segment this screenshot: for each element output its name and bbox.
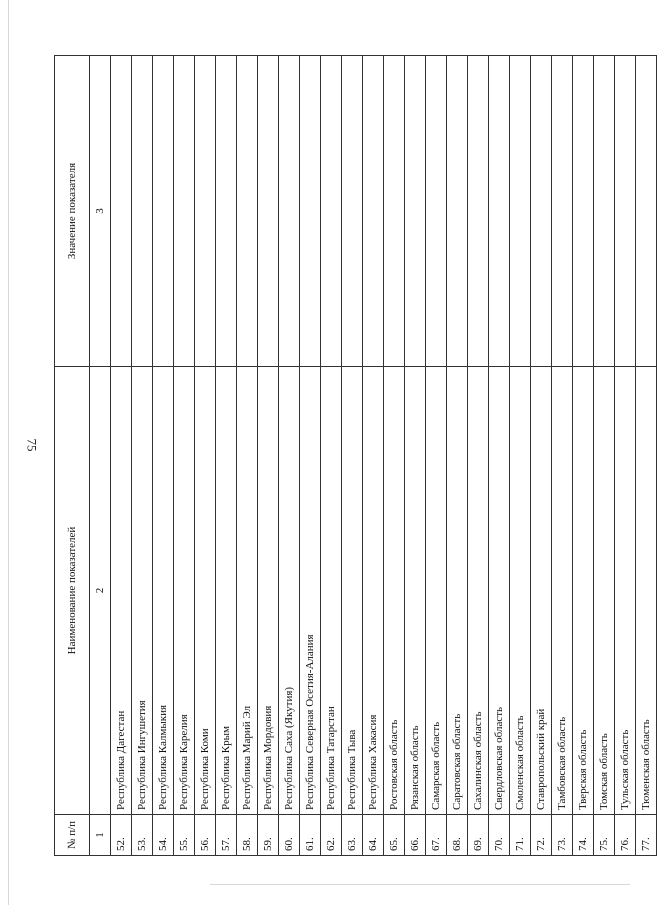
table-row <box>384 56 405 856</box>
table-row <box>363 56 384 856</box>
indicator-value <box>594 56 615 367</box>
region-name: Республика Карелия <box>174 367 195 815</box>
table-row <box>531 56 552 856</box>
region-name: Республика Мордовия <box>258 367 279 815</box>
row-number: 65. <box>384 815 405 856</box>
region-name: Республика Крым <box>216 367 237 815</box>
scan-edge-bottom <box>210 884 630 885</box>
table-header-row <box>55 56 90 856</box>
table-row <box>195 56 216 856</box>
indicator-value <box>216 56 237 367</box>
row-number: 60. <box>279 815 300 856</box>
table-row <box>573 56 594 856</box>
region-name: Тверская область <box>573 367 594 815</box>
region-name: Свердловская область <box>489 367 510 815</box>
indicator-value <box>447 56 468 367</box>
region-name: Тамбовская область <box>552 367 573 815</box>
table-row <box>468 56 489 856</box>
indicators-table <box>54 55 657 856</box>
region-name: Республика Коми <box>195 367 216 815</box>
region-name: Томская область <box>594 367 615 815</box>
indicator-value <box>489 56 510 367</box>
region-name: Республика Хакасия <box>363 367 384 815</box>
indicator-value <box>510 56 531 367</box>
table-row <box>510 56 531 856</box>
row-number: 56. <box>195 815 216 856</box>
row-number: 63. <box>342 815 363 856</box>
row-number: 58. <box>237 815 258 856</box>
row-number: 75. <box>594 815 615 856</box>
table-row <box>447 56 468 856</box>
region-name: Тюменская область <box>636 367 657 815</box>
region-name: Тульская область <box>615 367 636 815</box>
row-number: 73. <box>552 815 573 856</box>
indicator-value <box>300 56 321 367</box>
indicator-value <box>573 56 594 367</box>
table-row <box>279 56 300 856</box>
column-number-3: 3 <box>90 56 111 367</box>
indicator-value <box>258 56 279 367</box>
page-number: 75 <box>24 438 40 452</box>
table-row <box>132 56 153 856</box>
row-number: 66. <box>405 815 426 856</box>
region-name: Ростовская область <box>384 367 405 815</box>
column-number-row <box>90 56 111 856</box>
indicator-value <box>426 56 447 367</box>
table-row <box>216 56 237 856</box>
indicator-value <box>111 56 132 367</box>
header-indicator-value: Значение показателя <box>55 56 90 367</box>
column-number-2: 2 <box>90 367 111 815</box>
indicator-value <box>321 56 342 367</box>
indicator-value <box>195 56 216 367</box>
row-number: 62. <box>321 815 342 856</box>
row-number: 69. <box>468 815 489 856</box>
row-number: 64. <box>363 815 384 856</box>
indicator-value <box>132 56 153 367</box>
indicator-value <box>468 56 489 367</box>
indicator-value <box>363 56 384 367</box>
region-name: Республика Ингушетия <box>132 367 153 815</box>
table-row <box>636 56 657 856</box>
table-row <box>321 56 342 856</box>
indicator-value <box>174 56 195 367</box>
scan-edge-left <box>8 0 9 905</box>
table-row <box>258 56 279 856</box>
region-name: Самарская область <box>426 367 447 815</box>
region-name: Республика Марий Эл <box>237 367 258 815</box>
region-name: Республика Северная Осетия-Алания <box>300 367 321 815</box>
indicator-value <box>153 56 174 367</box>
indicator-value <box>552 56 573 367</box>
row-number: 76. <box>615 815 636 856</box>
table-row <box>426 56 447 856</box>
row-number: 77. <box>636 815 657 856</box>
row-number: 59. <box>258 815 279 856</box>
row-number: 72. <box>531 815 552 856</box>
region-name: Республика Татарстан <box>321 367 342 815</box>
region-name: Сахалинская область <box>468 367 489 815</box>
region-name: Республика Калмыкия <box>153 367 174 815</box>
table-row <box>111 56 132 856</box>
table-row <box>489 56 510 856</box>
indicator-value <box>615 56 636 367</box>
region-name: Саратовская область <box>447 367 468 815</box>
header-number: № п/п <box>55 815 90 856</box>
table-row <box>552 56 573 856</box>
header-indicator-name: Наименование показателей <box>55 367 90 815</box>
indicator-value <box>405 56 426 367</box>
indicator-value <box>531 56 552 367</box>
region-name: Республика Дагестан <box>111 367 132 815</box>
row-number: 57. <box>216 815 237 856</box>
indicator-value <box>279 56 300 367</box>
row-number: 71. <box>510 815 531 856</box>
row-number: 61. <box>300 815 321 856</box>
region-name: Смоленская область <box>510 367 531 815</box>
row-number: 68. <box>447 815 468 856</box>
table-row <box>594 56 615 856</box>
table-row <box>300 56 321 856</box>
table-row <box>405 56 426 856</box>
table-row <box>153 56 174 856</box>
row-number: 67. <box>426 815 447 856</box>
region-name: Рязанская область <box>405 367 426 815</box>
region-name: Республика Саха (Якутия) <box>279 367 300 815</box>
table-row <box>615 56 636 856</box>
region-name: Республика Тыва <box>342 367 363 815</box>
row-number: 52. <box>111 815 132 856</box>
indicator-value <box>636 56 657 367</box>
row-number: 55. <box>174 815 195 856</box>
table-row <box>174 56 195 856</box>
table-row <box>237 56 258 856</box>
indicator-value <box>384 56 405 367</box>
row-number: 54. <box>153 815 174 856</box>
indicator-value <box>342 56 363 367</box>
region-name: Ставропольский край <box>531 367 552 815</box>
column-number-1: 1 <box>90 815 111 856</box>
rotated-table-container <box>54 56 652 856</box>
row-number: 70. <box>489 815 510 856</box>
indicator-value <box>237 56 258 367</box>
row-number: 53. <box>132 815 153 856</box>
table-row <box>342 56 363 856</box>
row-number: 74. <box>573 815 594 856</box>
